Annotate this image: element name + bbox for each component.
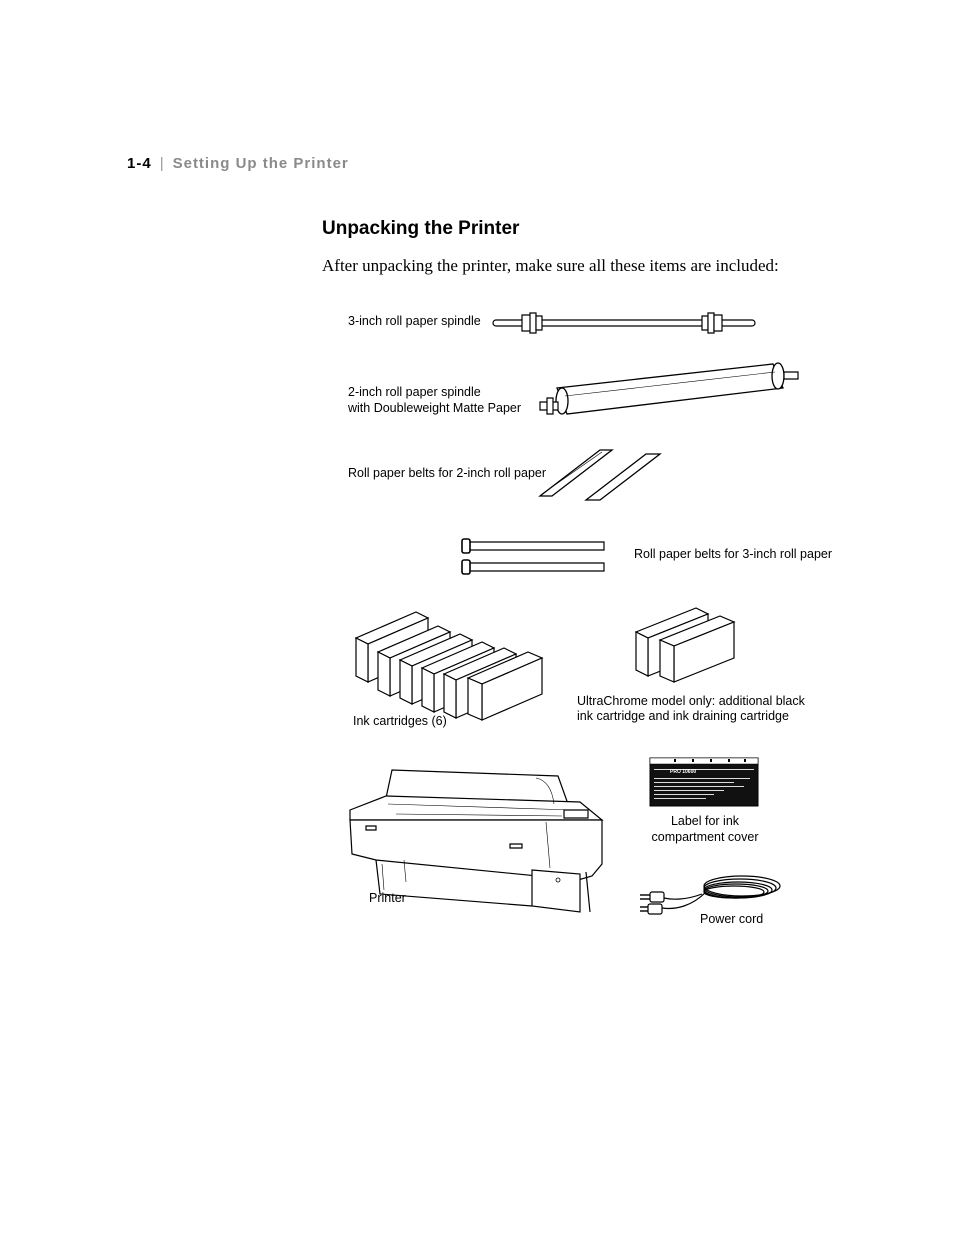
page-number: 1-4 [127,155,152,172]
caption-ultrachrome-line1: UltraChrome model only: additional black [577,694,805,708]
intro-paragraph: After unpacking the printer, make sure all these items are included: [322,256,779,275]
caption-2inch-spindle-line2: with Doubleweight Matte Paper [348,401,522,415]
ink-label-illustration [650,758,758,808]
ink-cartridges-illustration [352,608,548,724]
caption-ink-cartridges: Ink cartridges (6) [353,714,447,728]
spindle-3inch-illustration [490,308,760,338]
belts-2inch-illustration [538,446,668,502]
ultrachrome-cartridges-illustration [632,604,740,686]
spindle-2inch-paper-illustration [535,360,805,428]
header-separator: | [159,155,165,172]
caption-belts-3inch: Roll paper belts for 3-inch roll paper [634,547,833,561]
caption-belts-2inch: Roll paper belts for 2-inch roll paper [348,466,547,480]
chapter-title: Setting Up the Printer [172,155,349,172]
caption-printer: Printer [369,891,406,905]
ink-label-model-text: PRO 10600 [670,769,697,775]
caption-power-cord: Power cord [700,912,764,926]
caption-ink-label-line2: compartment cover [651,830,759,844]
running-header [127,155,349,172]
caption-2inch-spindle-line1: 2-inch roll paper spindle [348,385,481,399]
belts-3inch-illustration [458,536,608,578]
caption-3inch-spindle: 3-inch roll paper spindle [348,314,481,328]
caption-ink-label-line1: Label for ink [670,814,740,828]
section-title: Unpacking the Printer [322,218,520,239]
caption-ultrachrome-line2: ink cartridge and ink draining cartridge [577,709,789,723]
